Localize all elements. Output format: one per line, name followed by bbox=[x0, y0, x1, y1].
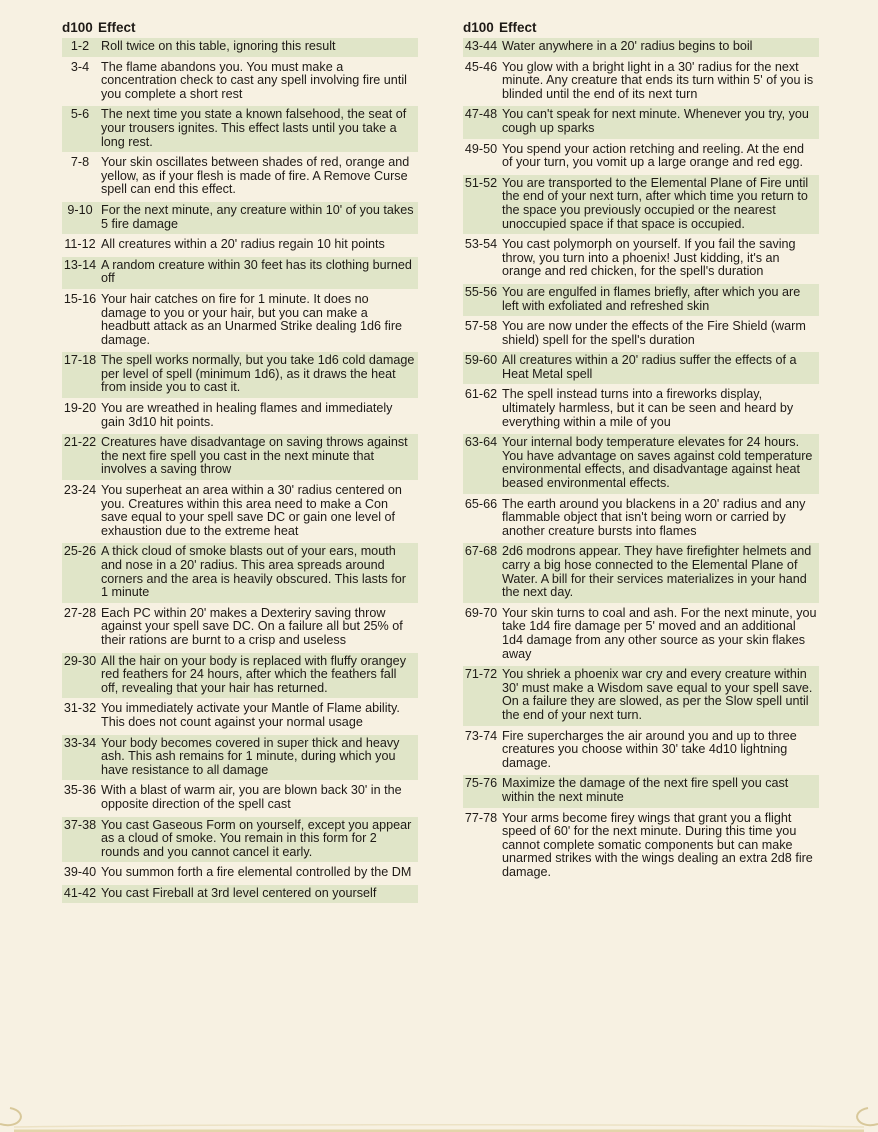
table-row bbox=[463, 236, 819, 282]
effect-text: Your arms become firey wings that grant you a flight speed of 60' for the next minute. During this time you cannot complete somatic components but can make unarmed strikes with the wings dealing an extra 2d8 fire damage. bbox=[502, 810, 813, 879]
effect-text: For the next minute, any creature within 10' of you takes 5 fire damage bbox=[99, 202, 418, 234]
table-row bbox=[463, 543, 819, 602]
roll-range: 43-44 bbox=[463, 38, 500, 57]
table-row bbox=[62, 885, 418, 904]
table-row bbox=[62, 482, 418, 541]
effect-text: Maximize the damage of the next fire spell you cast within the next minute bbox=[500, 775, 819, 807]
table-row bbox=[62, 543, 418, 602]
table-row bbox=[62, 782, 418, 814]
header-effect: Effect bbox=[98, 20, 136, 35]
table-row bbox=[463, 434, 819, 493]
roll-range: 31-32 bbox=[63, 701, 97, 716]
table-row bbox=[62, 38, 418, 57]
table-row bbox=[463, 141, 819, 173]
table-row bbox=[463, 175, 819, 234]
effect-text: You are engulfed in flames briefly, after which you are left with exfoliated and refreshed skin bbox=[500, 284, 819, 316]
effect-text: With a blast of warm air, you are blown back 30' in the opposite direction of the spell cast bbox=[101, 783, 402, 811]
roll-range: 25-26 bbox=[62, 543, 99, 602]
effects-table-left bbox=[62, 38, 418, 905]
roll-range: 5-6 bbox=[62, 106, 99, 152]
row-spacer bbox=[62, 903, 418, 905]
table-row bbox=[62, 605, 418, 651]
effect-text: Your skin turns to coal and ash. For the next minute, you take 1d4 fire damage per 5' moved and an additional 1d4 damage from any other source as your skin flakes away bbox=[502, 605, 817, 661]
roll-range: 7-8 bbox=[70, 155, 90, 170]
table-header bbox=[463, 18, 819, 38]
table-row bbox=[62, 202, 418, 234]
table-row bbox=[463, 728, 819, 774]
roll-range: 49-50 bbox=[464, 141, 498, 156]
roll-range: 39-40 bbox=[63, 865, 97, 880]
roll-range: 55-56 bbox=[463, 284, 500, 316]
roll-range: 67-68 bbox=[463, 543, 500, 602]
effect-text: You are transported to the Elemental Plane of Fire until the end of your next turn, after which time you return to the space you previously occupied or the nearest unoccupied space if that space is occupied. bbox=[500, 175, 819, 234]
effect-text: The spell instead turns into a fireworks display, ultimately harmless, but it can be seen and heard by everything within a mile of you bbox=[502, 387, 794, 429]
roll-range: 27-28 bbox=[63, 605, 97, 620]
roll-range: 21-22 bbox=[62, 434, 99, 480]
effect-text: All creatures within a 20' radius suffer the effects of a Heat Metal spell bbox=[500, 352, 819, 384]
header-effect: Effect bbox=[499, 20, 537, 35]
roll-range: 29-30 bbox=[62, 653, 99, 699]
roll-range: 35-36 bbox=[63, 783, 97, 798]
effect-text: The spell works normally, but you take 1d6 cold damage per level of spell (minimum 1d6), as it draws the heat from inside you to cast it. bbox=[99, 352, 418, 398]
row-spacer bbox=[463, 882, 819, 884]
roll-range: 11-12 bbox=[64, 237, 96, 252]
header-roll: d100 bbox=[62, 20, 93, 35]
table-row bbox=[62, 59, 418, 105]
effect-text: You can't speak for next minute. Whenever you try, you cough up sparks bbox=[500, 106, 819, 138]
roll-range: 71-72 bbox=[463, 666, 500, 725]
table-row bbox=[463, 775, 819, 807]
table-row bbox=[62, 400, 418, 432]
roll-range: 73-74 bbox=[464, 728, 498, 743]
effect-text: You shriek a phoenix war cry and every creature within 30' must make a Wisdom save equal to your spell save. On a failure they are slowed, as per the Slow spell until the end of your next turn. bbox=[500, 666, 819, 725]
roll-range: 37-38 bbox=[62, 817, 99, 863]
effect-text: Each PC within 20' makes a Dexteriry saving throw against your spell save DC. On a failure all but 25% of their rations are burnt to a crisp and useless bbox=[101, 605, 403, 647]
effect-text: You cast Fireball at 3rd level centered on yourself bbox=[99, 885, 418, 904]
effect-text: All creatures within a 20' radius regain 10 hit points bbox=[101, 237, 385, 252]
page-border-ornament bbox=[0, 1102, 878, 1132]
table-row bbox=[62, 653, 418, 699]
effect-text: A random creature within 30 feet has its clothing burned off bbox=[99, 257, 418, 289]
table-row bbox=[62, 352, 418, 398]
effect-text: Your internal body temperature elevates for 24 hours. You have advantage on saves against cold temperature environmental effects, and disadvantage against heat beased environmental effects. bbox=[500, 434, 819, 493]
table-row bbox=[463, 284, 819, 316]
roll-range: 53-54 bbox=[464, 237, 498, 252]
roll-range: 19-20 bbox=[63, 401, 97, 416]
roll-range: 17-18 bbox=[62, 352, 99, 398]
table-row bbox=[62, 257, 418, 289]
roll-range: 77-78 bbox=[464, 810, 498, 825]
right-column bbox=[463, 18, 819, 884]
table-row bbox=[463, 605, 819, 664]
roll-range: 3-4 bbox=[70, 59, 90, 74]
table-row bbox=[463, 318, 819, 350]
roll-range: 65-66 bbox=[464, 496, 498, 511]
table-row bbox=[62, 817, 418, 863]
table-row bbox=[62, 735, 418, 781]
roll-range: 1-2 bbox=[62, 38, 99, 57]
table-header bbox=[62, 18, 418, 38]
table-row bbox=[62, 291, 418, 350]
table-row bbox=[463, 386, 819, 432]
table-row bbox=[62, 700, 418, 732]
effect-text: All the hair on your body is replaced with fluffy orangey red feathers for 24 hours, after which the feathers fall off, revealing that your hair has returned. bbox=[99, 653, 418, 699]
table-row bbox=[62, 864, 418, 883]
table-row bbox=[463, 352, 819, 384]
table-row bbox=[463, 810, 819, 883]
table-row bbox=[62, 154, 418, 200]
effect-text: You spend your action retching and reeling. At the end of your turn, you vomit up a large orange and red egg. bbox=[502, 141, 805, 170]
roll-range: 9-10 bbox=[62, 202, 99, 234]
roll-range: 59-60 bbox=[463, 352, 500, 384]
table-row bbox=[62, 434, 418, 480]
roll-range: 57-58 bbox=[464, 319, 498, 334]
effect-text: You are wreathed in healing flames and immediately gain 3d10 hit points. bbox=[101, 401, 393, 429]
effect-text: Your skin oscillates between shades of red, orange and yellow, as if your flesh is made of fire. A Remove Curse spell can end this effect. bbox=[101, 155, 410, 197]
header-roll: d100 bbox=[463, 20, 494, 35]
effect-text: You summon forth a fire elemental controlled by the DM bbox=[101, 865, 412, 880]
roll-range: 61-62 bbox=[464, 387, 498, 402]
roll-range: 63-64 bbox=[463, 434, 500, 493]
effect-text: Creatures have disadvantage on saving throws against the next fire spell you cast in the next minute that involves a saving throw bbox=[99, 434, 418, 480]
table-row bbox=[463, 38, 819, 57]
roll-range: 75-76 bbox=[463, 775, 500, 807]
roll-range: 51-52 bbox=[463, 175, 500, 234]
effect-text: You glow with a bright light in a 30' radius for the next minute. Any creature that ends its turn within 5' of you is blinded until the end of its next turn bbox=[502, 59, 814, 101]
effect-text: A thick cloud of smoke blasts out of your ears, mouth and nose in a 20' radius. This area spreads around corners and the area is heavily obscured. This lasts for 1 minute bbox=[99, 543, 418, 602]
table-row bbox=[463, 496, 819, 542]
effect-text: You immediately activate your Mantle of Flame ability. This does not count against your normal usage bbox=[101, 701, 400, 729]
effect-text: The flame abandons you. You must make a concentration check to cast any spell involving fire until you complete a short rest bbox=[101, 59, 407, 101]
left-column bbox=[62, 18, 418, 905]
roll-range: 47-48 bbox=[463, 106, 500, 138]
effect-text: Your body becomes covered in super thick and heavy ash. This ash remains for 1 minute, during which you have resistance to all damage bbox=[99, 735, 418, 781]
table-row bbox=[463, 59, 819, 105]
effect-text: You cast Gaseous Form on yourself, except you appear as a cloud of smoke. You remain in this form for 2 rounds and you cannot cancel it early. bbox=[99, 817, 418, 863]
roll-range: 13-14 bbox=[62, 257, 99, 289]
roll-range: 33-34 bbox=[62, 735, 99, 781]
effect-text: The next time you state a known falsehood, the seat of your trousers ignites. This effect lasts until you take a long rest. bbox=[99, 106, 418, 152]
table-row bbox=[62, 236, 418, 255]
table-row bbox=[463, 666, 819, 725]
effect-text: The earth around you blackens in a 20' radius and any flammable object that isn't being worn or carried by another creature bursts into flames bbox=[502, 496, 806, 538]
effect-text: Your hair catches on fire for 1 minute. It does no damage to you or your hair, but you can make a headbutt attack as an Unarmed Strike dealing 1d6 fire damage. bbox=[101, 291, 403, 347]
table-row bbox=[463, 106, 819, 138]
effect-text: You are now under the effects of the Fire Shield (warm shield) spell for the spell's duration bbox=[502, 319, 806, 347]
roll-range: 41-42 bbox=[62, 885, 99, 904]
table-row bbox=[62, 106, 418, 152]
roll-range: 15-16 bbox=[63, 291, 97, 306]
effect-text: 2d6 modrons appear. They have firefighter helmets and carry a big hose connected to the Elemental Plane of Water. A bill for their services materializes in your hand the next day. bbox=[500, 543, 819, 602]
effect-text: Water anywhere in a 20' radius begins to boil bbox=[500, 38, 819, 57]
effect-text: You superheat an area within a 30' radius centered on you. Creatures within this area need to make a Con save equal to your spell save DC or gain one level of exhaustion due to the extreme heat bbox=[101, 483, 402, 538]
effect-text: You cast polymorph on yourself. If you fail the saving throw, you turn into a phoenix! Just kidding, it's an orange and red chicken, for the spell's duration bbox=[502, 237, 796, 279]
roll-range: 45-46 bbox=[464, 59, 498, 74]
effect-text: Roll twice on this table, ignoring this result bbox=[99, 38, 418, 57]
roll-range: 23-24 bbox=[63, 483, 97, 498]
effect-text: Fire supercharges the air around you and up to three creatures you choose within 30' take 4d10 lightning damage. bbox=[502, 728, 797, 770]
roll-range: 69-70 bbox=[464, 605, 498, 620]
effects-table-right bbox=[463, 38, 819, 884]
